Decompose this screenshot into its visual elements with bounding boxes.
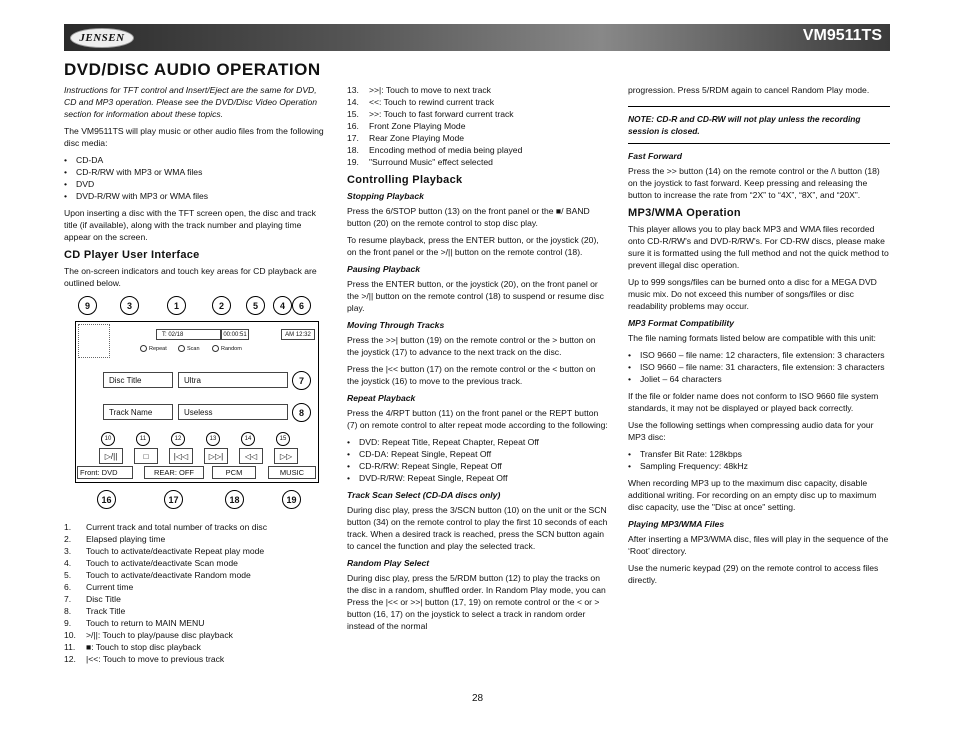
list-item: • ISO 9660 – file name: 31 characters, file extension: 3 characters (628, 361, 890, 373)
repeat-list (347, 436, 609, 484)
list-item: • DVD-R/RW: Repeat Single, Repeat Off (347, 472, 609, 484)
stop-button[interactable]: □ (134, 448, 158, 464)
list-item: • Transfer Bit Rate: 128kbps (628, 448, 890, 460)
media-intro: The VM9511TS will play music or other audio files from the following disc media: (64, 126, 324, 148)
random-heading: Random Play Select (347, 558, 430, 568)
callout-4: 4 (273, 296, 292, 315)
fast-forward-text: Press the >> button (14) on the remote control or the /\ button (18) on the joystick to fast forward. Keep pressing and releasing the button to increase the rate from “2X” to “4X”, “8X”, and “20X”. (628, 166, 880, 200)
radio-icon (140, 345, 147, 352)
callout-2: 2 (212, 296, 231, 315)
controlling-playback-heading: Controlling Playback (347, 174, 463, 186)
disc-title-label: Disc Title (103, 372, 173, 388)
list-item: • DVD: Repeat Title, Repeat Chapter, Repeat Off (347, 436, 609, 448)
play-pause-button[interactable]: ▷/|| (99, 448, 123, 464)
list-item: • CD-R/RW with MP3 or WMA files (64, 166, 330, 178)
callout-15: 15 (276, 432, 290, 446)
list-item: 10. >/||: Touch to play/pause disc playback (64, 630, 233, 640)
callout-18: 18 (225, 490, 244, 509)
callout-8: 8 (292, 403, 311, 422)
elapsed-time: 00:00:51 (221, 329, 249, 340)
resume-text: To resume playback, press the ENTER button, or the joystick (20), on the front panel or the >/|| button on the remote control (18). (347, 235, 599, 257)
intro-text: Instructions for TFT control and Insert/Eject are the same for DVD, CD and MP3 operation. Please see the DVD/Disc Video Operation section for information about these topics. (64, 85, 318, 119)
track-name-label: Track Name (103, 404, 173, 420)
callout-16: 16 (97, 490, 116, 509)
callout-17: 17 (164, 490, 183, 509)
disc-title-value: Ultra (178, 372, 288, 388)
record-text: When recording MP3 up to the maximum disc capacity, disable additional writing. For recording on an empty disc up to maximum disc capacity, use the "Disc at once" setting. (628, 478, 877, 512)
list-item: • CD-DA: Repeat Single, Repeat Off (347, 448, 609, 460)
list-item: 9. Touch to return to MAIN MENU (64, 618, 205, 628)
list-item: • CD-DA (64, 154, 330, 166)
scan-text: During disc play, press the 3/SCN button (10) on the unit or the SCN button (34) on the remote control to play the first 10 seconds of each track. When a desired track is reached, press the SCN button again to cancel the function and play the selected track. (347, 505, 608, 551)
encoding-indicator: PCM (212, 466, 256, 479)
list-item: 4. Touch to activate/deactivate Scan mode (64, 558, 238, 568)
playing-text-2: Use the numeric keypad (29) on the remote control to access files directly. (628, 563, 879, 585)
repeat-heading: Repeat Playback (347, 393, 416, 403)
main-menu-area[interactable] (78, 324, 110, 358)
callout-1: 1 (167, 296, 186, 315)
model-name: VM9511TS (802, 27, 882, 44)
list-item: 8. Track Title (64, 606, 126, 616)
callout-11: 11 (136, 432, 150, 446)
list-item: 6. Current time (64, 582, 134, 592)
list-item: 1. Current track and total number of tracks on disc (64, 522, 268, 532)
compress-list (628, 448, 890, 472)
mp3-text-2: Up to 999 songs/files can be burned onto a disc for a MEGA DVD music mix. Do not exceed this number of songs/files or disc readability problems may occur. (628, 277, 877, 311)
moving-heading: Moving Through Tracks (347, 320, 445, 330)
list-item: 12. |<<: Touch to move to previous track (64, 654, 225, 664)
callout-13: 13 (206, 432, 220, 446)
page-title: DVD/DISC AUDIO OPERATION (64, 60, 321, 79)
rewind-button[interactable]: ◁◁ (239, 448, 263, 464)
mp3-text-1: This player allows you to play back MP3 and WMA files recorded onto CD-R/RW's and DVD-R/RW's. For CD-RW discs, please make sure it is formatted using the full method and not the quick method to prevent illegal disc operation. (628, 224, 889, 270)
next-track-button[interactable]: ▷▷| (204, 448, 228, 464)
list-item: 19. "Surround Music" effect selected (347, 157, 493, 167)
format-heading: MP3 Format Compatibility (628, 318, 734, 328)
list-item: 13. >>|: Touch to move to next track (347, 85, 491, 95)
moving-text-next: Press the >>| button (19) on the remote control or the > button on the joystick (17) to advance to the next track on the disc. (347, 335, 596, 357)
insert-text: Upon inserting a disc with the TFT screen open, the disc and track title (if available), along with the track number and playing time appear on the screen. (64, 208, 316, 242)
legend-list-1 (64, 521, 330, 665)
list-item: 16. Front Zone Playing Mode (347, 121, 466, 131)
radio-icon (178, 345, 185, 352)
compress-text: Use the following settings when compressing audio data for your MP3 disc: (628, 420, 874, 442)
list-item: 17. Rear Zone Playing Mode (347, 133, 465, 143)
callout-5: 5 (246, 296, 265, 315)
cd-heading: CD Player User Interface (64, 249, 200, 261)
list-item: 14. <<: Touch to rewind current track (347, 97, 494, 107)
list-item: 3. Touch to activate/deactivate Repeat play mode (64, 546, 265, 556)
callout-3: 3 (120, 296, 139, 315)
media-list (64, 154, 330, 202)
stopping-text: Press the 6/STOP button (13) on the front panel or the ■/ BAND button (20) on the remote control to stop disc play. (347, 206, 590, 228)
column-1 (64, 84, 330, 294)
column-3 (628, 84, 890, 591)
repeat-text: Press the 4/RPT button (11) on the front panel or the REPT button (7) on remote control to alter repeat mode according to the following: (347, 408, 608, 430)
jensen-logo: JENSEN (70, 28, 134, 48)
format-text: The file naming formats listed below are compatible with this unit: (628, 333, 876, 343)
list-item: • Sampling Frequency: 48kHz (628, 460, 890, 472)
page-header (64, 24, 890, 51)
cd-text: The on-screen indicators and touch key areas for CD playback are outlined below. (64, 266, 317, 288)
callout-12: 12 (171, 432, 185, 446)
note-box: NOTE: CD-R and CD-RW will not play unless the recording session is closed. (628, 106, 890, 144)
clock: AM 12:32 (281, 329, 315, 340)
fast-forward-button[interactable]: ▷▷ (274, 448, 298, 464)
callout-6: 6 (292, 296, 311, 315)
list-item: 18. Encoding method of media being played (347, 145, 523, 155)
column-2 (347, 84, 609, 637)
callout-10: 10 (101, 432, 115, 446)
moving-text-prev: Press the |<< button (17) on the remote control or the < button on the joystick (16) to move to the previous track. (347, 364, 596, 386)
callout-7: 7 (292, 371, 311, 390)
list-item: • DVD (64, 178, 330, 190)
list-item: 2. Elapsed playing time (64, 534, 166, 544)
list-item: 11. ■: Touch to stop disc playback (64, 642, 201, 652)
cd-ui-diagram (70, 292, 320, 512)
random-toggle[interactable]: Random (212, 345, 242, 352)
random-text: During disc play, press the 5/RDM button (12) to play the tracks on the disc in a random, shuffled order. In Random Play mode, you can Press the |<< or >>| button (17, 19) on remote control or the < or > button (16, 17) on the joystick to select a track in random order instead of the normal (347, 573, 606, 631)
format-text-2: If the file or folder name does not conform to ISO 9660 file system standards, it may not be displayed or played back correctly. (628, 391, 879, 413)
format-list (628, 349, 890, 385)
callout-19: 19 (282, 490, 301, 509)
callout-9: 9 (78, 296, 97, 315)
front-zone-button[interactable]: Front: DVD (77, 466, 133, 479)
list-item: 15. >>: Touch to fast forward current track (347, 109, 514, 119)
repeat-toggle[interactable]: Repeat (140, 345, 167, 352)
track-counter: T: 02/18 (156, 329, 221, 340)
list-item: • CD-R/RW: Repeat Single, Repeat Off (347, 460, 609, 472)
previous-track-button[interactable]: |◁◁ (169, 448, 193, 464)
rear-zone-button[interactable]: REAR: OFF (144, 466, 204, 479)
track-name-value: Useless (178, 404, 288, 420)
list-item: 7. Disc Title (64, 594, 121, 604)
list-item: • Joliet – 64 characters (628, 373, 890, 385)
radio-icon (212, 345, 219, 352)
playing-text-1: After inserting a MP3/WMA disc, files will play in the sequence of the ‘Root’ directory. (628, 534, 889, 556)
pausing-text: Press the ENTER button, or the joystick (20), on the front panel or the >/|| button on the remote control (18) to suspend or resume disc play. (347, 279, 604, 313)
callout-14: 14 (241, 432, 255, 446)
list-item: • DVD-R/RW with MP3 or WMA files (64, 190, 330, 202)
scan-toggle[interactable]: Scan (178, 345, 200, 352)
page-number: 28 (472, 693, 484, 704)
fast-forward-heading: Fast Forward (628, 151, 682, 161)
stopping-heading: Stopping Playback (347, 191, 424, 201)
cd-screen (75, 321, 319, 483)
playing-heading: Playing MP3/WMA Files (628, 519, 725, 529)
list-item: 5. Touch to activate/deactivate Random mode (64, 570, 251, 580)
pausing-heading: Pausing Playback (347, 264, 421, 274)
mp3-heading: MP3/WMA Operation (628, 207, 741, 219)
random-continued: progression. Press 5/RDM again to cancel Random Play mode. (628, 85, 870, 95)
surround-music-button[interactable]: MUSIC (268, 466, 316, 479)
scan-heading: Track Scan Select (CD-DA discs only) (347, 490, 501, 500)
list-item: • ISO 9660 – file name: 12 characters, file extension: 3 characters (628, 349, 890, 361)
